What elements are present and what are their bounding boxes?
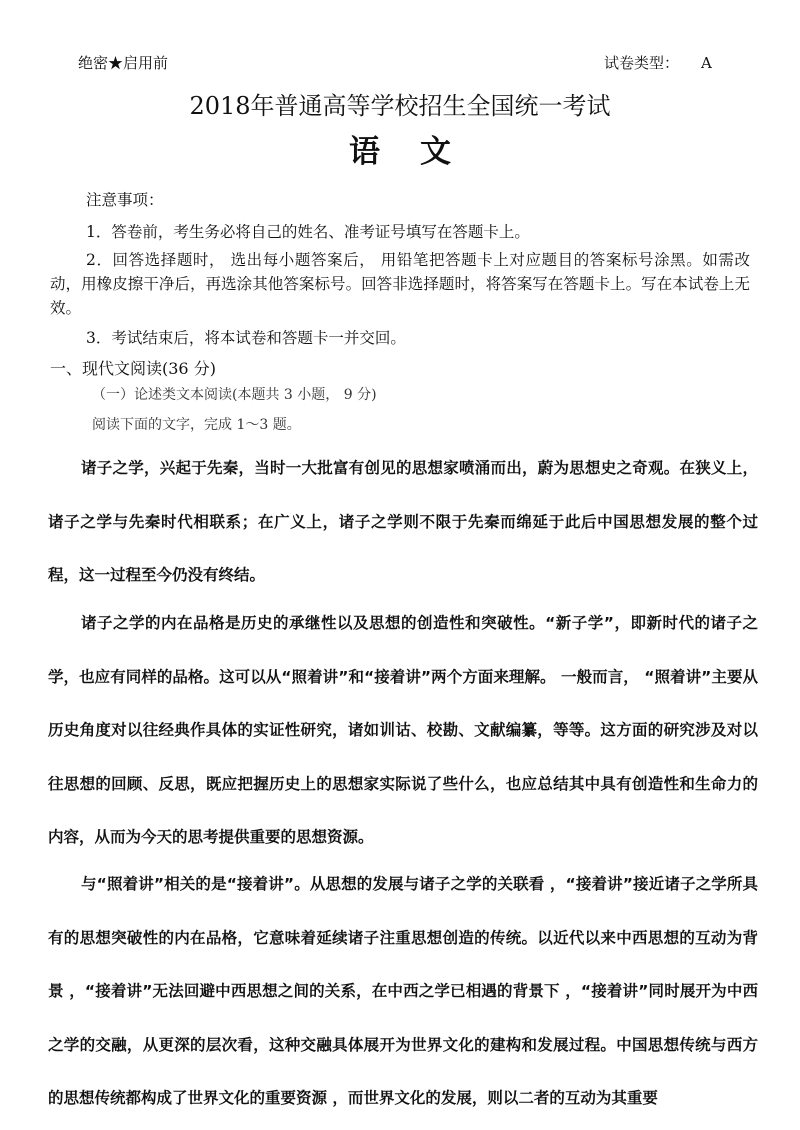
passage-paragraph-3: 与“照着讲”相关的是“接着讲”。从思想的发展与诸子之学的关联看 ，“接着讲”接近诸子之学所具有的思想突破性的内在品格，它意味着延续诸子注重思想创造的传统。以近代以来中西思想的互动为背景 ，“接着讲”无法回避中西思想之间的关系，在中西之学已相遇的背景下 ，“接着讲”同时展开为中西之学的交融，从更深的层次看，这种交融具体展开为世界文化的建构和发展过程。中国思想传统与西方的思想传统都构成了世界文化的重要资源 ，而世界文化的发展，则以二者的互动为其重要 <box>48 875 758 1107</box>
note-item-1: 1．答卷前，考生务必将自己的姓名、准考证号填写在答题卡上。 <box>86 223 530 241</box>
section-title: 一、现代文阅读(36 分) <box>50 359 216 378</box>
note-item-3: 3．考试结束后，将本试卷和答题卡一并交回。 <box>86 329 406 347</box>
passage-paragraph-2: 诸子之学的内在品格是历史的承继性以及思想的创造性和突破性。“新子学”，即新时代的诸子之学，也应有同样的品格。这可以从“照着讲”和“接着讲”两个方面来理解。 一般而言， “照着讲”主要从历史角度对以往经典作具体的实证性研究，诸如训诂、校勘、文献编纂，等等。这方面的研究涉及对以往思想的回顾、反思，既应把握历史上的思想家实际说了些什么，也应总结其中具有创造性和生命力的内容，从而为今天的思考提供重要的思想资源。 <box>48 614 758 846</box>
paper-type <box>604 52 712 73</box>
exam-title: 2018年普通高等学校招生全国统一考试 <box>189 92 611 120</box>
subject-title: 语文 <box>349 134 491 170</box>
passage-paragraph-1: 诸子之学，兴起于先秦，当时一大批富有创见的思想家喷涌而出，蔚为思想史之奇观。在狭义上，诸子之学与先秦时代相联系；在广义上，诸子之学则不限于先秦而绵延于此后中国思想发展的整个过程，这一过程至今仍没有终结。 <box>48 459 758 584</box>
note-item-2: 2．回答选择题时， 选出每小题答案后， 用铅笔把答题卡上对应题目的答案标号涂黑。如需改动，用橡皮擦干净后，再选涂其他答案标号。回答非选择题时，将答案写在答题卡上。写在本试卷上无效。 <box>50 251 750 317</box>
paper-type-label: 试卷类型： <box>604 54 680 72</box>
confidential-label: 绝密★启用前 <box>78 54 169 72</box>
paper-type-value: A <box>701 54 712 72</box>
subsection-title: （一）论述类文本阅读(本题共 3 小题， 9 分) <box>92 387 377 403</box>
notes-heading: 注意事项： <box>86 191 164 209</box>
reading-instruction: 阅读下面的文字，完成 1～3 题。 <box>92 417 301 433</box>
